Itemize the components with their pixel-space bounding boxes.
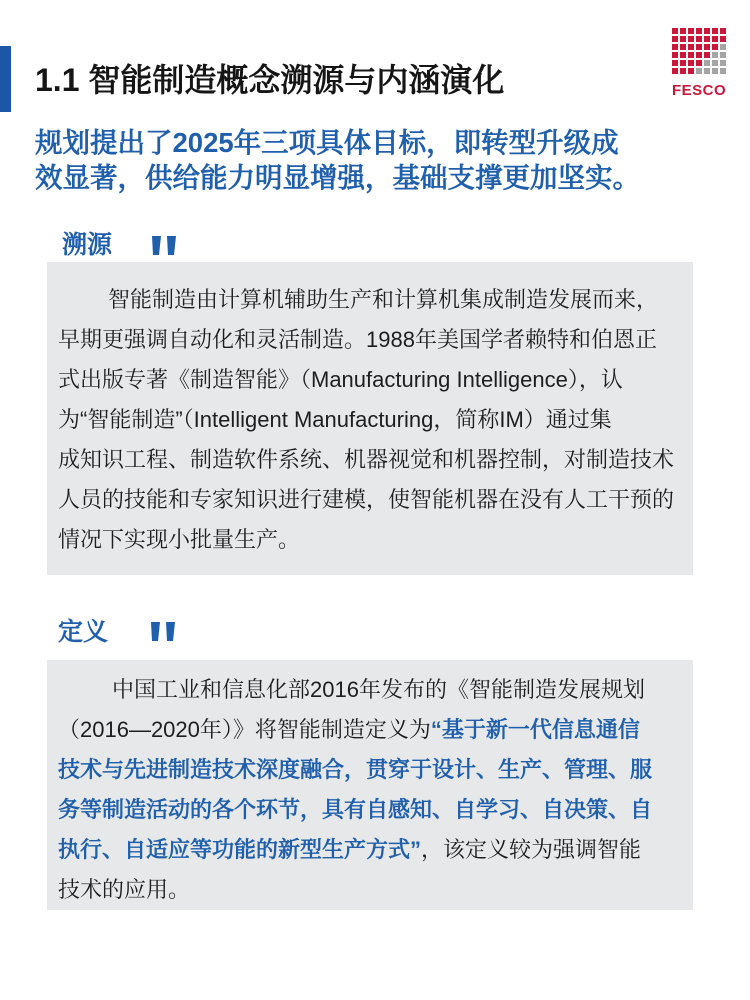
logo-square [696, 68, 702, 74]
paragraph-line [58, 870, 693, 910]
logo-square [712, 28, 718, 34]
quote-icon [150, 236, 178, 256]
logo-square [704, 44, 710, 50]
section-heading-origin: 溯源 [62, 231, 113, 259]
logo-square [680, 44, 686, 50]
logo-square [712, 36, 718, 42]
logo-square [720, 60, 726, 66]
paragraph-line [58, 750, 693, 790]
quote-icon [149, 622, 177, 642]
logo-square [688, 44, 694, 50]
logo-square [704, 68, 710, 74]
logo-square [680, 60, 686, 66]
logo-square [696, 60, 702, 66]
paragraph-line: 智能制造由计算机辅助生产和计算机集成制造发展而来， [108, 287, 659, 312]
logo-square [720, 28, 726, 34]
plain-text: 中国工业和信息化部2016年发布的《智能制造发展规划 [112, 677, 645, 702]
highlighted-definition-text: “基于新一代信息通信 [430, 717, 640, 742]
logo-grid-icon [672, 28, 726, 74]
logo-square [704, 52, 710, 58]
logo-square [720, 68, 726, 74]
logo-square [680, 36, 686, 42]
logo-square [688, 52, 694, 58]
quote-bar [151, 622, 160, 641]
logo-square [672, 28, 678, 34]
plain-text: （2016—2020年）》将智能制造定义为 [58, 717, 431, 742]
logo-square [704, 60, 710, 66]
logo-square [688, 28, 694, 34]
logo-square [696, 36, 702, 42]
paragraph-line [58, 790, 693, 830]
logo-square [720, 36, 726, 42]
subtitle-line: 规划提出了2025年三项具体目标，即转型升级成 [35, 127, 619, 158]
logo-square [712, 52, 718, 58]
paragraph-line: 人员的技能和专家知识进行建模，使智能机器在没有人工干预的 [58, 487, 675, 512]
logo-square [696, 52, 702, 58]
paragraph-line: 式出版专著《制造智能》（Manufacturing Intelligence），认 [58, 367, 623, 392]
logo-square [672, 52, 678, 58]
highlighted-definition-text: 执行、自适应等功能的新型生产方式” [58, 837, 422, 862]
logo-square [680, 68, 686, 74]
paragraph-line [58, 830, 693, 870]
logo-square [720, 52, 726, 58]
logo-square [704, 28, 710, 34]
origin-text-box [47, 262, 693, 575]
quote-bar [166, 622, 175, 641]
quote-bar [152, 236, 161, 255]
highlighted-definition-text: 务等制造活动的各个环节，具有自感知、自学习、自决策、自 [58, 797, 653, 822]
subtitle [35, 125, 640, 195]
logo-square [712, 44, 718, 50]
logo-square [688, 68, 694, 74]
fesco-logo [672, 28, 726, 99]
logo-square [720, 44, 726, 50]
logo-square [688, 60, 694, 66]
subtitle-line: 效显著，供给能力明显增强，基础支撑更加坚实。 [35, 162, 640, 193]
definition-text-box [47, 660, 693, 910]
logo-square [672, 36, 678, 42]
logo-square [696, 28, 702, 34]
highlighted-definition-text: 技术与先进制造技术深度融合，贯穿于设计、生产、管理、服 [58, 757, 653, 782]
paragraph-line [58, 710, 693, 750]
logo-wordmark: FESCO [672, 82, 727, 99]
logo-square [704, 36, 710, 42]
paragraph-line: 为“智能制造”（Intelligent Manufacturing，简称IM）通过集 [58, 407, 612, 432]
logo-square [696, 44, 702, 50]
logo-square [680, 52, 686, 58]
logo-square [688, 36, 694, 42]
plain-text: 技术的应用。 [58, 877, 191, 902]
logo-square [712, 60, 718, 66]
quote-bar [167, 236, 176, 255]
page-title: 1.1 智能制造概念溯源与内涵演化 [35, 62, 505, 98]
title-accent-bar [0, 46, 11, 112]
paragraph-line: 早期更强调自动化和灵活制造。1988年美国学者赖特和伯恩正 [58, 327, 657, 352]
plain-text: ，该定义较为强调智能 [421, 837, 642, 862]
logo-square [672, 60, 678, 66]
logo-square [680, 28, 686, 34]
paragraph-line: 成知识工程、制造软件系统、机器视觉和机器控制，对制造技术 [58, 447, 675, 472]
paragraph-line: 情况下实现小批量生产。 [58, 527, 301, 552]
paragraph-line [58, 670, 693, 710]
logo-square [672, 68, 678, 74]
section-heading-definition: 定义 [58, 618, 109, 646]
logo-square [712, 68, 718, 74]
logo-square [672, 44, 678, 50]
